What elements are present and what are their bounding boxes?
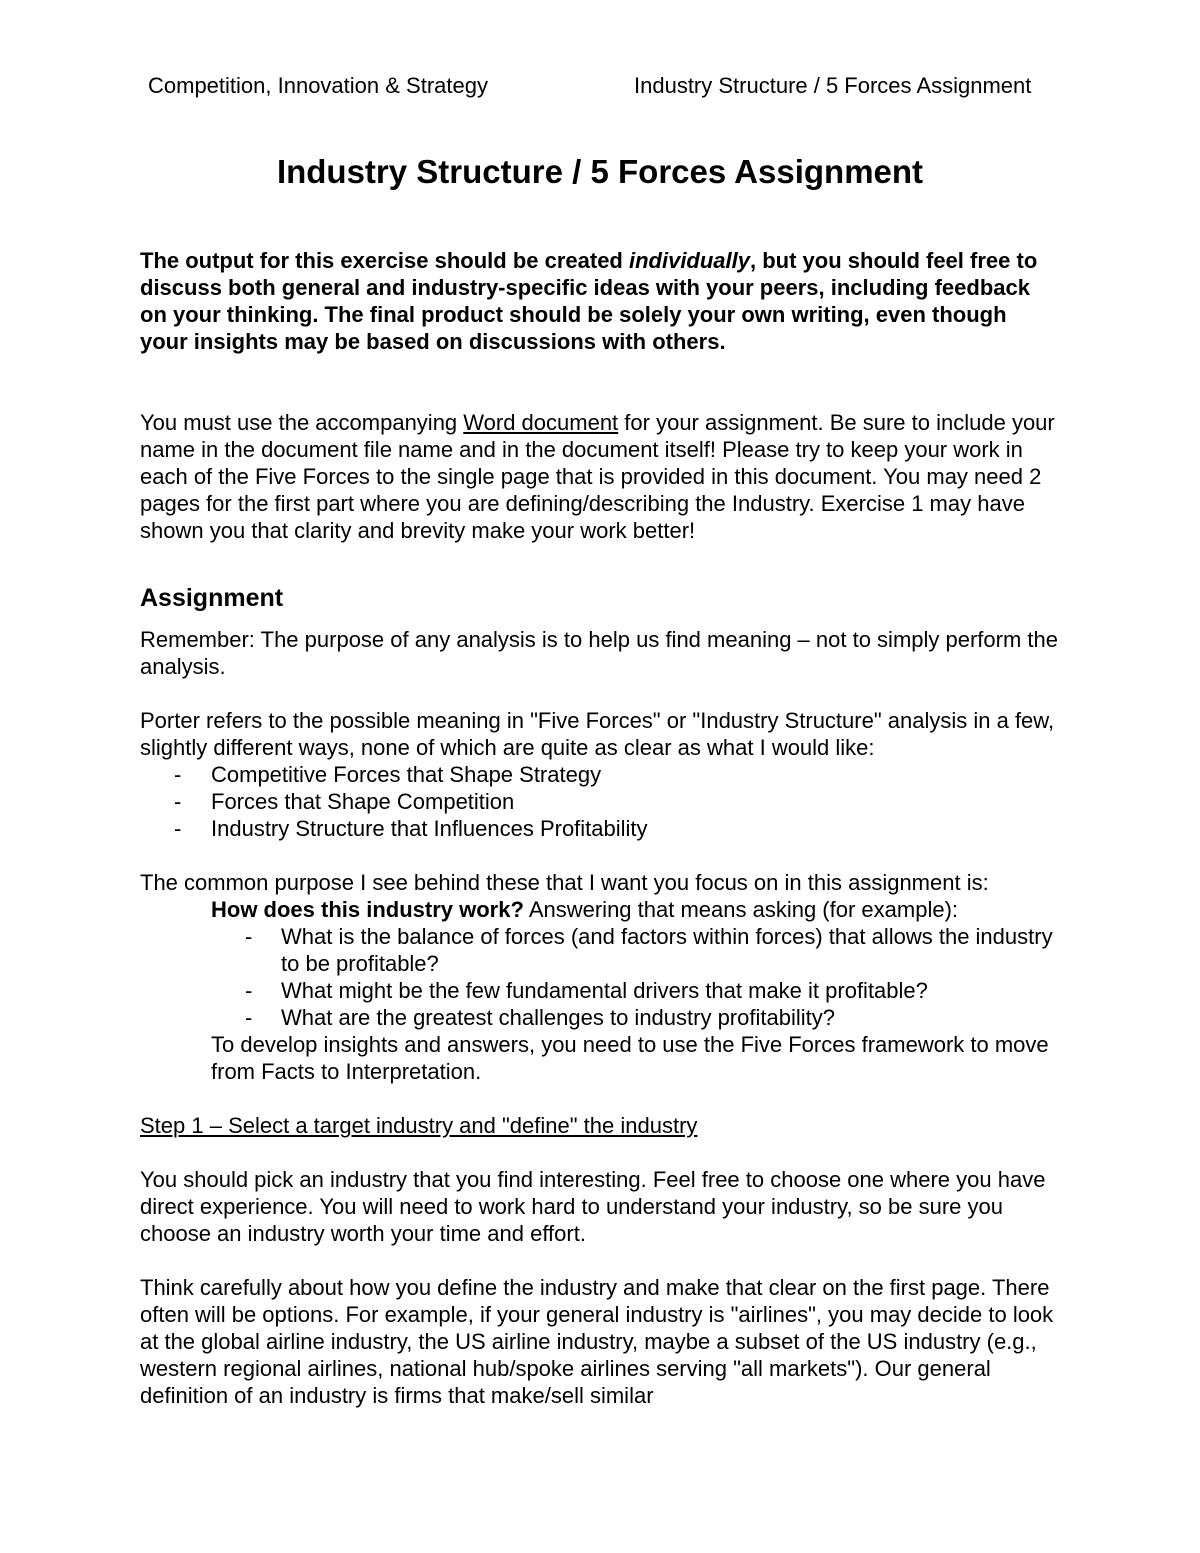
remember-paragraph: Remember: The purpose of any analysis is to help us find meaning – not to simply perform the analysis. [140, 627, 1058, 679]
key-question: How does this industry work? Answering that means asking (for example): [211, 897, 959, 922]
running-header-course: Competition, Innovation & Strategy [148, 73, 488, 98]
intro-paragraph: The output for this exercise should be created individually, but you should feel free to discuss both general and industry-specific ideas with your peers, including feedback on your thinking. The final product should be solely your own writing, even though your insights may be based on discussions with others. [140, 248, 1038, 354]
porter-paragraph: Porter refers to the possible meaning in "Five Forces" or "Industry Structure" analysis in a few, slightly different ways, none of which are quite as clear as what I would like: [140, 708, 1055, 760]
develop-paragraph: To develop insights and answers, you need to use the Five Forces framework to move from Facts to Interpretation. [211, 1032, 1049, 1084]
list-item: - Forces that Shape Competition [140, 788, 1058, 815]
porter-list [140, 761, 1058, 842]
instructions-paragraph: You must use the accompanying Word document for your assignment. Be sure to include your name in the document file name and in the document itself! Please try to keep your work in each of the Five Forces to the single page that is provided in this document. You may need 2 pages for the first part where you are defining/describing the Industry. Exercise 1 may have shown you that clarity and brevity make your work better! [140, 410, 1055, 543]
list-item: - Competitive Forces that Shape Strategy [140, 761, 1058, 788]
running-header-title: Industry Structure / 5 Forces Assignment [634, 73, 1032, 98]
step1-paragraph-1: You should pick an industry that you find interesting. Feel free to choose one where you have direct experience. You will need to work hard to understand your industry, so be sure you choose an industry worth your time and effort. [140, 1167, 1046, 1246]
question-list [211, 923, 1058, 1031]
page-title: Industry Structure / 5 Forces Assignment [276, 153, 924, 190]
list-item: - What might be the few fundamental drivers that make it profitable? [211, 977, 1058, 1004]
step1-heading: Step 1 – Select a target industry and "define" the industry [140, 1113, 698, 1138]
list-item: - Industry Structure that Influences Profitability [140, 815, 1058, 842]
step1-paragraph-2: Think carefully about how you define the industry and make that clear on the first page. There often will be options. For example, if your general industry is "airlines", you may decide to look at the global airline industry, the US airline industry, maybe a subset of the US industry (e.g., western regional airlines, national hub/spoke airlines serving "all markets"). Our general definition of an industry is firms that make/sell similar [140, 1275, 1054, 1408]
question-block [211, 896, 1058, 1085]
assignment-heading: Assignment [140, 584, 284, 612]
document-body [140, 247, 1058, 1409]
word-document-link[interactable]: Word document [463, 410, 619, 435]
list-item: - What are the greatest challenges to industry profitability? [211, 1004, 1058, 1031]
list-item: - What is the balance of forces (and factors within forces) that allows the industry to be profitable? [211, 923, 1058, 977]
common-purpose-paragraph: The common purpose I see behind these that I want you focus on in this assignment is: [140, 870, 989, 895]
intro-emphasis: individually [628, 248, 751, 273]
